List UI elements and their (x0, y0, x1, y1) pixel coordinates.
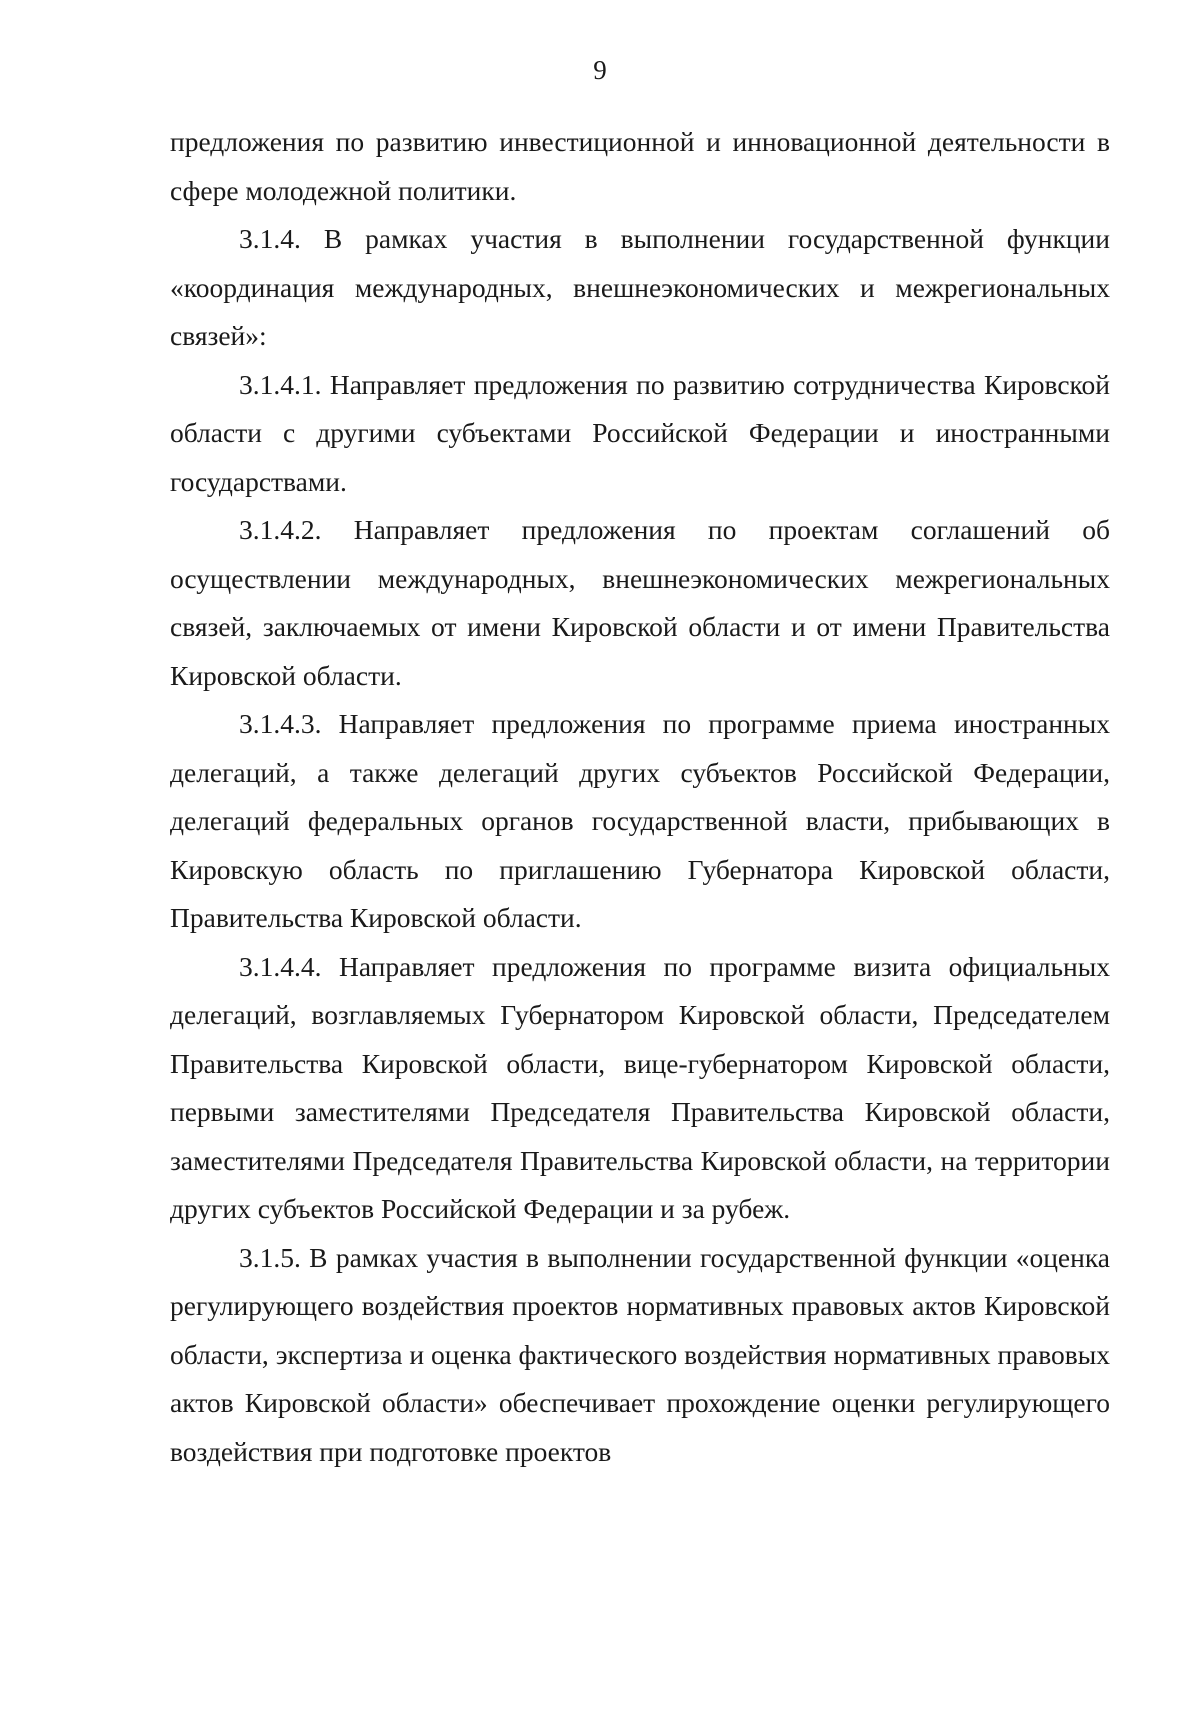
paragraph-3-1-5: 3.1.5. В рамках участия в выполнении государственной функции «оценка регулирующего воздействия проектов нормативных правовых актов Кировской области, экспертиза и оценка фактического воздействия нормативных правовых актов Кировской области» обеспечивает прохождение оценки регулирующего воздействия при подготовке проектов (170, 1241, 1110, 1467)
paragraph-3-1-4-2: 3.1.4.2. Направляет предложения по проектам соглашений об осуществлении международных, внешнеэкономических межрегиональных связей, заключаемых от имени Кировской области и от имени Правительства Кировской области. (170, 514, 1110, 691)
paragraph-3-1-4-1: 3.1.4.1. Направляет предложения по развитию сотрудничества Кировской области с другими субъектами Российской Федерации и иностранными государствами. (170, 368, 1110, 497)
document-body (170, 118, 1110, 1476)
paragraph-3-1-4-3: 3.1.4.3. Направляет предложения по программе приема иностранных делегаций, а также делегаций других субъектов Российской Федерации, делегаций федеральных органов государственной власти, прибывающих в Кировскую область по приглашению Губернатора Кировской области, Правительства Кировской области. (170, 708, 1110, 933)
paragraph-continuation: предложения по развитию инвестиционной и инновационной деятельности в сфере молодежной политики. (170, 126, 1110, 206)
page-number: 9 (593, 55, 607, 85)
paragraph-3-1-4: 3.1.4. В рамках участия в выполнении государственной функции «координация международных, внешнеэкономических и межрегиональных связей»: (170, 223, 1110, 351)
paragraph-3-1-4-4: 3.1.4.4. Направляет предложения по программе визита официальных делегаций, возглавляемых Губернатором Кировской области, Председателем Правительства Кировской области, вице-губернатором Кировской области, первыми заместителями Председателя Правительства Кировской области, заместителями Председателя Правительства Кировской области, на территории других субъектов Российской Федерации и за рубеж. (170, 950, 1110, 1224)
